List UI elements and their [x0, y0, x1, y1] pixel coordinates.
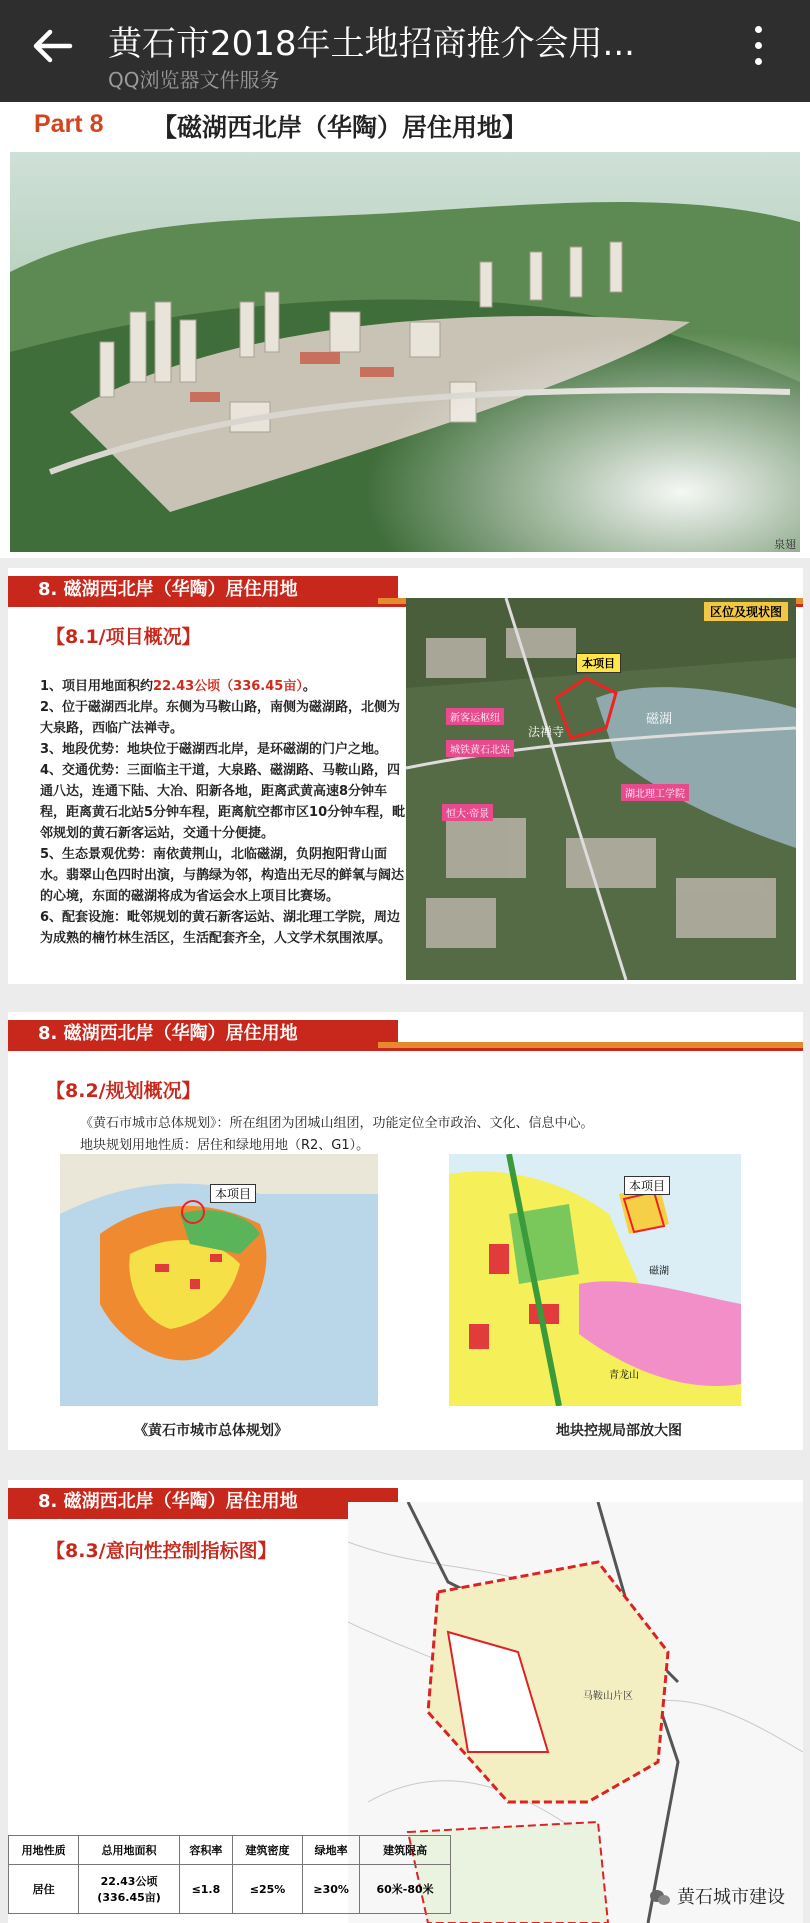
back-arrow-icon[interactable]: [30, 24, 74, 68]
slide-planning: [8, 1012, 803, 1450]
table-header-row: [9, 1836, 451, 1865]
cell-land-use: 居住: [9, 1865, 79, 1914]
item-transport: 4、交通优势：三面临主干道，大泉路、磁湖路、马鞍山路，四通八达，连通下陆、大冶、阳新各地，距离武黄高速8分钟车程，距离黄石北站5分钟车程，距离航空都市区10分钟车程，毗邻规划的黄石新客运站，交通十分便捷。: [40, 763, 406, 841]
part-title: 【磁湖西北岸（华陶）居住用地】: [152, 113, 528, 142]
caption-master-plan: 《黄石市城市总体规划》: [134, 1423, 288, 1439]
slide-banner: 8. 磁湖西北岸（华陶）居住用地: [8, 576, 398, 604]
zoning-map-image: [449, 1154, 741, 1406]
page-title: 黄石市2018年土地招商推介会用...: [108, 24, 635, 64]
part-number: Part 8: [34, 110, 104, 138]
map-label-college: 湖北理工学院: [621, 784, 689, 801]
slide-banner: 8. 磁湖西北岸（华陶）居住用地: [8, 1488, 398, 1516]
map-label-hill: 青龙山: [609, 1370, 639, 1381]
planning-line-1: 《黄石市城市总体规划》：所在组团为团城山组团，功能定位全市政治、文化、信息中心。: [80, 1116, 594, 1131]
planning-line-2: 地块规划用地性质：居住和绿地用地（R2、G1）。: [80, 1138, 370, 1153]
map-label-hengda: 恒大·帝景: [442, 804, 493, 821]
map-label-lake: 磁湖: [649, 1266, 669, 1277]
section-heading: 【8.3/意向性控制指标图】: [46, 1540, 277, 1562]
cell-far: ≤1.8: [179, 1865, 232, 1914]
location-map: [406, 598, 796, 980]
area-value: 22.43公顷（336.45亩）: [153, 679, 303, 694]
item-area: 1、项目用地面积约22.43公顷（336.45亩）。: [40, 679, 316, 694]
project-description: [40, 676, 410, 949]
slide-project-overview: [8, 568, 803, 984]
slide-banner: 8. 磁湖西北岸（华陶）居住用地: [8, 1020, 398, 1048]
slide-control-index: [8, 1480, 803, 1923]
section-heading: 【8.1/项目概况】: [46, 626, 201, 648]
image-credit: 泉翅: [774, 538, 796, 551]
caption-zoning: 地块控规局部放大图: [556, 1423, 682, 1439]
aerial-rendering-image: [10, 152, 800, 552]
header-green-ratio: 绿地率: [303, 1836, 360, 1865]
wechat-icon: [649, 1889, 671, 1907]
slide-cover: [0, 102, 810, 558]
table-row: [9, 1865, 451, 1914]
header-density: 建筑密度: [232, 1836, 302, 1865]
item-location: 2、位于磁湖西北岸。东侧为马鞍山路，南侧为磁湖路，北侧为大泉路，西临广法禅寺。: [40, 700, 401, 736]
map-label-project: 本项目: [576, 653, 621, 673]
map-label-lake: 磁湖: [646, 712, 673, 727]
map-label-station: 新客运枢纽: [446, 708, 504, 725]
map-label-temple: 法禅寺: [528, 725, 565, 739]
map-title: 区位及现状图: [704, 602, 788, 621]
app-bar: [0, 0, 810, 102]
item-facilities: 6、配套设施：毗邻规划的黄石新客运站、湖北理工学院，周边为成熟的楠竹林生活区，生活配套齐全，人文学术氛围浓厚。: [40, 910, 401, 946]
master-plan-map: [60, 1154, 378, 1406]
header-far: 容积率: [179, 1836, 232, 1865]
watermark-text: 黄石城市建设: [677, 1887, 785, 1908]
cell-height-limit: 60米-80米: [360, 1865, 451, 1914]
map-label-project: 本项目: [210, 1184, 256, 1203]
watermark: [649, 1883, 785, 1909]
item-advantage: 3、地段优势：地块位于磁湖西北岸，是环磁湖的门户之地。: [40, 742, 388, 757]
cell-density: ≤25%: [232, 1865, 302, 1914]
map-label-rail: 城铁黄石北站: [446, 740, 514, 757]
map-label-project: 本项目: [624, 1176, 670, 1195]
control-index-table: [8, 1835, 451, 1914]
plan-label: 马鞍山片区: [583, 1691, 633, 1702]
zoning-detail-map: [449, 1154, 741, 1406]
more-menu-icon[interactable]: [748, 26, 768, 72]
cell-green-ratio: ≥30%: [303, 1865, 360, 1914]
header-height-limit: 建筑限高: [360, 1836, 451, 1865]
header-total-area: 总用地面积: [79, 1836, 180, 1865]
header-land-use: 用地性质: [9, 1836, 79, 1865]
cell-total-area: 22.43公顷 (336.45亩): [79, 1865, 180, 1914]
banner-line: [8, 1048, 803, 1051]
item-ecology: 5、生态景观优势：南依黄荆山，北临磁湖，负阴抱阳背山面水。翡翠山色四时出演，与鹊绿为邻，构造出无尽的鲜氧与阔达的心境，东面的磁湖将成为省运会水上项目比赛场。: [40, 847, 405, 904]
section-heading: 【8.2/规划概况】: [46, 1080, 201, 1102]
page-subtitle: QQ浏览器文件服务: [108, 68, 280, 92]
